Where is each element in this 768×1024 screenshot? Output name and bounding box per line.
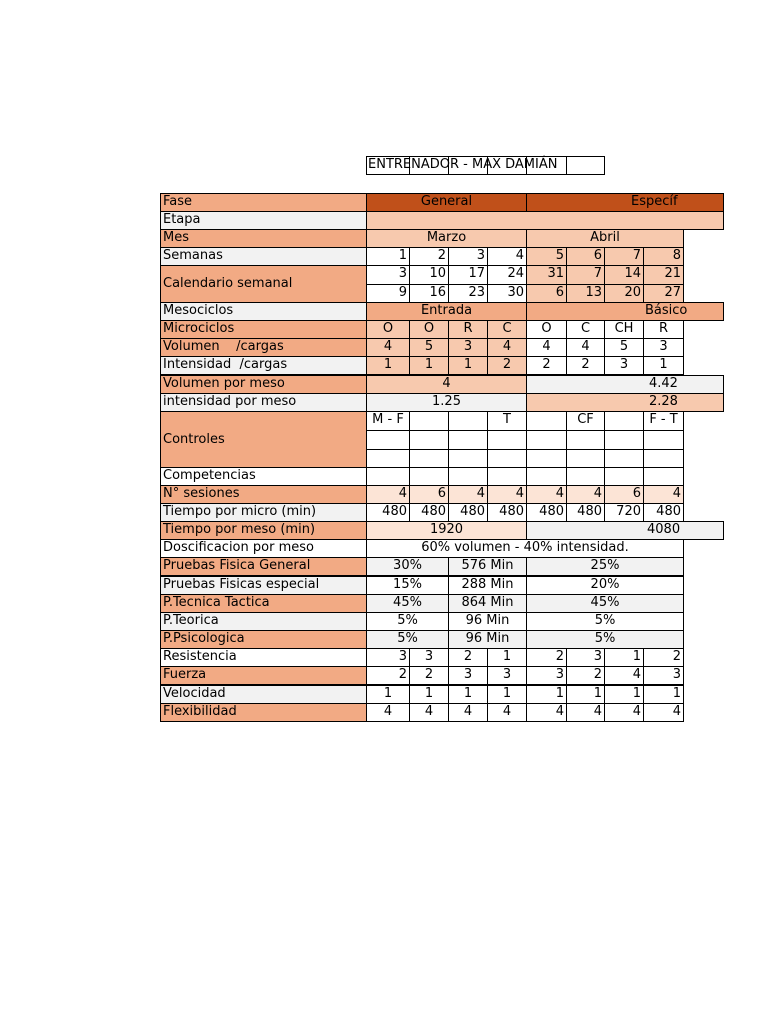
pteo-min: 96 Min [448, 612, 527, 631]
control-empty-cell [409, 430, 449, 450]
calendario-cell: 23 [448, 284, 488, 303]
intensidad-cell: 3 [604, 356, 644, 375]
competencia-cell [526, 467, 567, 486]
intensidad-cell: 2 [487, 356, 527, 375]
label-ptt: P.Tecnica Tactica [160, 594, 367, 613]
resistencia-cell: 1 [487, 648, 527, 667]
label-intensidad-cargas: Intensidad /cargas [160, 356, 367, 375]
mesociclo-entrada: Entrada [366, 302, 527, 321]
fuerza-cell: 3 [487, 666, 527, 685]
intensidad-cell: 1 [448, 356, 488, 375]
volumen-cell: 4 [366, 338, 410, 357]
control-empty-cell [487, 430, 527, 450]
microciclo-cell: O [366, 320, 410, 339]
pfg-abril: 25% [526, 557, 684, 576]
calendario-cell: 14 [604, 265, 644, 285]
control-empty-cell [566, 430, 605, 450]
control-cell: T [487, 411, 527, 431]
tiempo-micro-cell: 480 [448, 503, 488, 522]
competencia-cell [448, 467, 488, 486]
semana-cell: 5 [526, 247, 567, 266]
calendario-cell: 20 [604, 284, 644, 303]
competencia-cell [366, 467, 410, 486]
fuerza-cell: 4 [604, 666, 644, 685]
flexibilidad-cell: 4 [448, 703, 488, 722]
label-resistencia: Resistencia [160, 648, 367, 667]
control-cell [448, 411, 488, 431]
control-empty-cell [487, 449, 527, 468]
fuerza-cell: 2 [566, 666, 605, 685]
label-microciclos: Microciclos [160, 320, 367, 339]
etapa-blank [366, 211, 724, 230]
calendario-cell: 17 [448, 265, 488, 285]
volumen-cell: 4 [566, 338, 605, 357]
intensidad-cell: 1 [643, 356, 684, 375]
velocidad-cell: 1 [409, 685, 449, 704]
semana-cell: 2 [409, 247, 449, 266]
fuerza-cell: 2 [366, 666, 410, 685]
tiempo-micro-cell: 480 [487, 503, 527, 522]
mes-abril: Abril [526, 229, 684, 248]
flexibilidad-cell: 4 [643, 703, 684, 722]
label-fase: Fase [160, 193, 367, 212]
intensidad-cell: 1 [366, 356, 410, 375]
fuerza-cell: 3 [643, 666, 684, 685]
label-volumen-meso: Volumen por meso [160, 375, 367, 394]
velocidad-cell: 1 [487, 685, 527, 704]
ptt-abril: 45% [526, 594, 684, 613]
calendario-cell: 9 [366, 284, 410, 303]
ptt-min: 864 Min [448, 594, 527, 613]
psico-pct: 5% [366, 630, 449, 649]
calendario-cell: 16 [409, 284, 449, 303]
velocidad-cell: 1 [643, 685, 684, 704]
pfg-min: 576 Min [448, 557, 527, 576]
tiempo-micro-cell: 720 [604, 503, 644, 522]
label-intensidad-meso: intensidad por meso [160, 393, 367, 412]
microciclo-cell: O [526, 320, 567, 339]
label-pteo: P.Teorica [160, 612, 367, 631]
volumen-cell: 5 [604, 338, 644, 357]
flexibilidad-cell: 4 [487, 703, 527, 722]
control-empty-cell [566, 449, 605, 468]
control-empty-cell [448, 449, 488, 468]
control-empty-cell [526, 430, 567, 450]
sesiones-cell: 4 [366, 485, 410, 504]
control-empty-cell [643, 449, 684, 468]
calendario-cell: 13 [566, 284, 605, 303]
velocidad-cell: 1 [566, 685, 605, 704]
semana-cell: 7 [604, 247, 644, 266]
volumen-cell: 4 [526, 338, 567, 357]
resistencia-cell: 2 [448, 648, 488, 667]
calendario-cell: 10 [409, 265, 449, 285]
semana-cell: 8 [643, 247, 684, 266]
label-pfg: Pruebas Fisica General [160, 557, 367, 576]
control-empty-cell [526, 449, 567, 468]
calendario-cell: 21 [643, 265, 684, 285]
label-volumen-cargas: Volumen /cargas [160, 338, 367, 357]
label-dosificacion: Doscificacion por meso [160, 539, 367, 558]
flexibilidad-cell: 4 [566, 703, 605, 722]
sesiones-cell: 4 [487, 485, 527, 504]
calendario-cell: 7 [566, 265, 605, 285]
resistencia-cell: 3 [409, 648, 449, 667]
fuerza-cell: 2 [409, 666, 449, 685]
calendario-cell: 30 [487, 284, 527, 303]
semana-cell: 3 [448, 247, 488, 266]
semana-cell: 4 [487, 247, 527, 266]
calendario-cell: 3 [366, 265, 410, 285]
intensidad-cell: 2 [566, 356, 605, 375]
control-cell [604, 411, 644, 431]
control-empty-cell [448, 430, 488, 450]
psico-min: 96 Min [448, 630, 527, 649]
microciclo-cell: R [448, 320, 488, 339]
resistencia-cell: 2 [526, 648, 567, 667]
flexibilidad-cell: 4 [366, 703, 410, 722]
label-velocidad: Velocidad [160, 685, 367, 704]
fuerza-cell: 3 [526, 666, 567, 685]
pfe-abril: 20% [526, 576, 684, 595]
resistencia-cell: 3 [366, 648, 410, 667]
label-controles: Controles [160, 411, 367, 468]
semana-cell: 6 [566, 247, 605, 266]
pteo-abril: 5% [526, 612, 684, 631]
control-empty-cell [604, 430, 644, 450]
competencia-cell [409, 467, 449, 486]
competencia-cell [566, 467, 605, 486]
label-mes: Mes [160, 229, 367, 248]
velocidad-cell: 1 [448, 685, 488, 704]
semana-cell: 1 [366, 247, 410, 266]
flexibilidad-cell: 4 [604, 703, 644, 722]
sesiones-cell: 6 [409, 485, 449, 504]
control-empty-cell [366, 430, 410, 450]
tiempo-meso-abril: 4080 [526, 521, 724, 540]
velocidad-cell: 1 [604, 685, 644, 704]
label-mesociclos: Mesociclos [160, 302, 367, 321]
microciclo-cell: C [566, 320, 605, 339]
tiempo-micro-cell: 480 [566, 503, 605, 522]
control-cell [526, 411, 567, 431]
tiempo-micro-cell: 480 [643, 503, 684, 522]
tiempo-micro-cell: 480 [409, 503, 449, 522]
resistencia-cell: 1 [604, 648, 644, 667]
competencia-cell [604, 467, 644, 486]
sesiones-cell: 6 [604, 485, 644, 504]
volumen-meso-marzo: 4 [366, 375, 527, 394]
microciclo-cell: C [487, 320, 527, 339]
control-cell: CF [566, 411, 605, 431]
resistencia-cell: 3 [566, 648, 605, 667]
volumen-cell: 3 [643, 338, 684, 357]
calendario-cell: 6 [526, 284, 567, 303]
label-flexibilidad: Flexibilidad [160, 703, 367, 722]
velocidad-cell: 1 [366, 685, 410, 704]
sesiones-cell: 4 [643, 485, 684, 504]
label-tiempo-meso: Tiempo por meso (min) [160, 521, 367, 540]
pfe-pct: 15% [366, 576, 449, 595]
pfg-pct: 30% [366, 557, 449, 576]
flexibilidad-cell: 4 [409, 703, 449, 722]
control-cell: M - F [366, 411, 410, 431]
fase-especifica: Específ [526, 193, 724, 212]
control-empty-cell [604, 449, 644, 468]
control-empty-cell [409, 449, 449, 468]
label-competencias: Competencias [160, 467, 367, 486]
calendario-cell: 31 [526, 265, 567, 285]
volumen-meso-abril: 4.42 [526, 375, 724, 394]
resistencia-cell: 2 [643, 648, 684, 667]
microciclo-cell: CH [604, 320, 644, 339]
label-calendario: Calendario semanal [160, 265, 367, 303]
title-cell-6 [566, 156, 605, 175]
control-cell [409, 411, 449, 431]
tiempo-micro-cell: 480 [526, 503, 567, 522]
fuerza-cell: 3 [448, 666, 488, 685]
ptt-pct: 45% [366, 594, 449, 613]
microciclo-cell: O [409, 320, 449, 339]
velocidad-cell: 1 [526, 685, 567, 704]
mesociclo-basico: Básico [526, 302, 724, 321]
dosificacion-value: 60% volumen - 40% intensidad. [366, 539, 684, 558]
volumen-cell: 3 [448, 338, 488, 357]
label-sesiones: N° sesiones [160, 485, 367, 504]
intensidad-cell: 1 [409, 356, 449, 375]
flexibilidad-cell: 4 [526, 703, 567, 722]
control-empty-cell [643, 430, 684, 450]
label-psico: P.Psicologica [160, 630, 367, 649]
calendario-cell: 27 [643, 284, 684, 303]
psico-abril: 5% [526, 630, 684, 649]
volumen-cell: 4 [487, 338, 527, 357]
intensidad-meso-marzo: 1.25 [366, 393, 527, 412]
sesiones-cell: 4 [566, 485, 605, 504]
intensidad-meso-abril: 2.28 [526, 393, 724, 412]
control-cell: F - T [643, 411, 684, 431]
label-fuerza: Fuerza [160, 666, 367, 685]
label-tiempo-micro: Tiempo por micro (min) [160, 503, 367, 522]
mes-marzo: Marzo [366, 229, 527, 248]
sesiones-cell: 4 [448, 485, 488, 504]
label-etapa: Etapa [160, 211, 367, 230]
control-empty-cell [366, 449, 410, 468]
fase-general: General [366, 193, 527, 212]
tiempo-meso-marzo: 1920 [366, 521, 527, 540]
label-pfe: Pruebas Fisicas especial [160, 576, 367, 595]
tiempo-micro-cell: 480 [366, 503, 410, 522]
volumen-cell: 5 [409, 338, 449, 357]
sesiones-cell: 4 [526, 485, 567, 504]
intensidad-cell: 2 [526, 356, 567, 375]
sheet-title: ENTRENADOR - MAX DAMIÁN [368, 157, 558, 172]
calendario-cell: 24 [487, 265, 527, 285]
microciclo-cell: R [643, 320, 684, 339]
competencia-cell [643, 467, 684, 486]
label-semanas: Semanas [160, 247, 367, 266]
pteo-pct: 5% [366, 612, 449, 631]
competencia-cell [487, 467, 527, 486]
pfe-min: 288 Min [448, 576, 527, 595]
